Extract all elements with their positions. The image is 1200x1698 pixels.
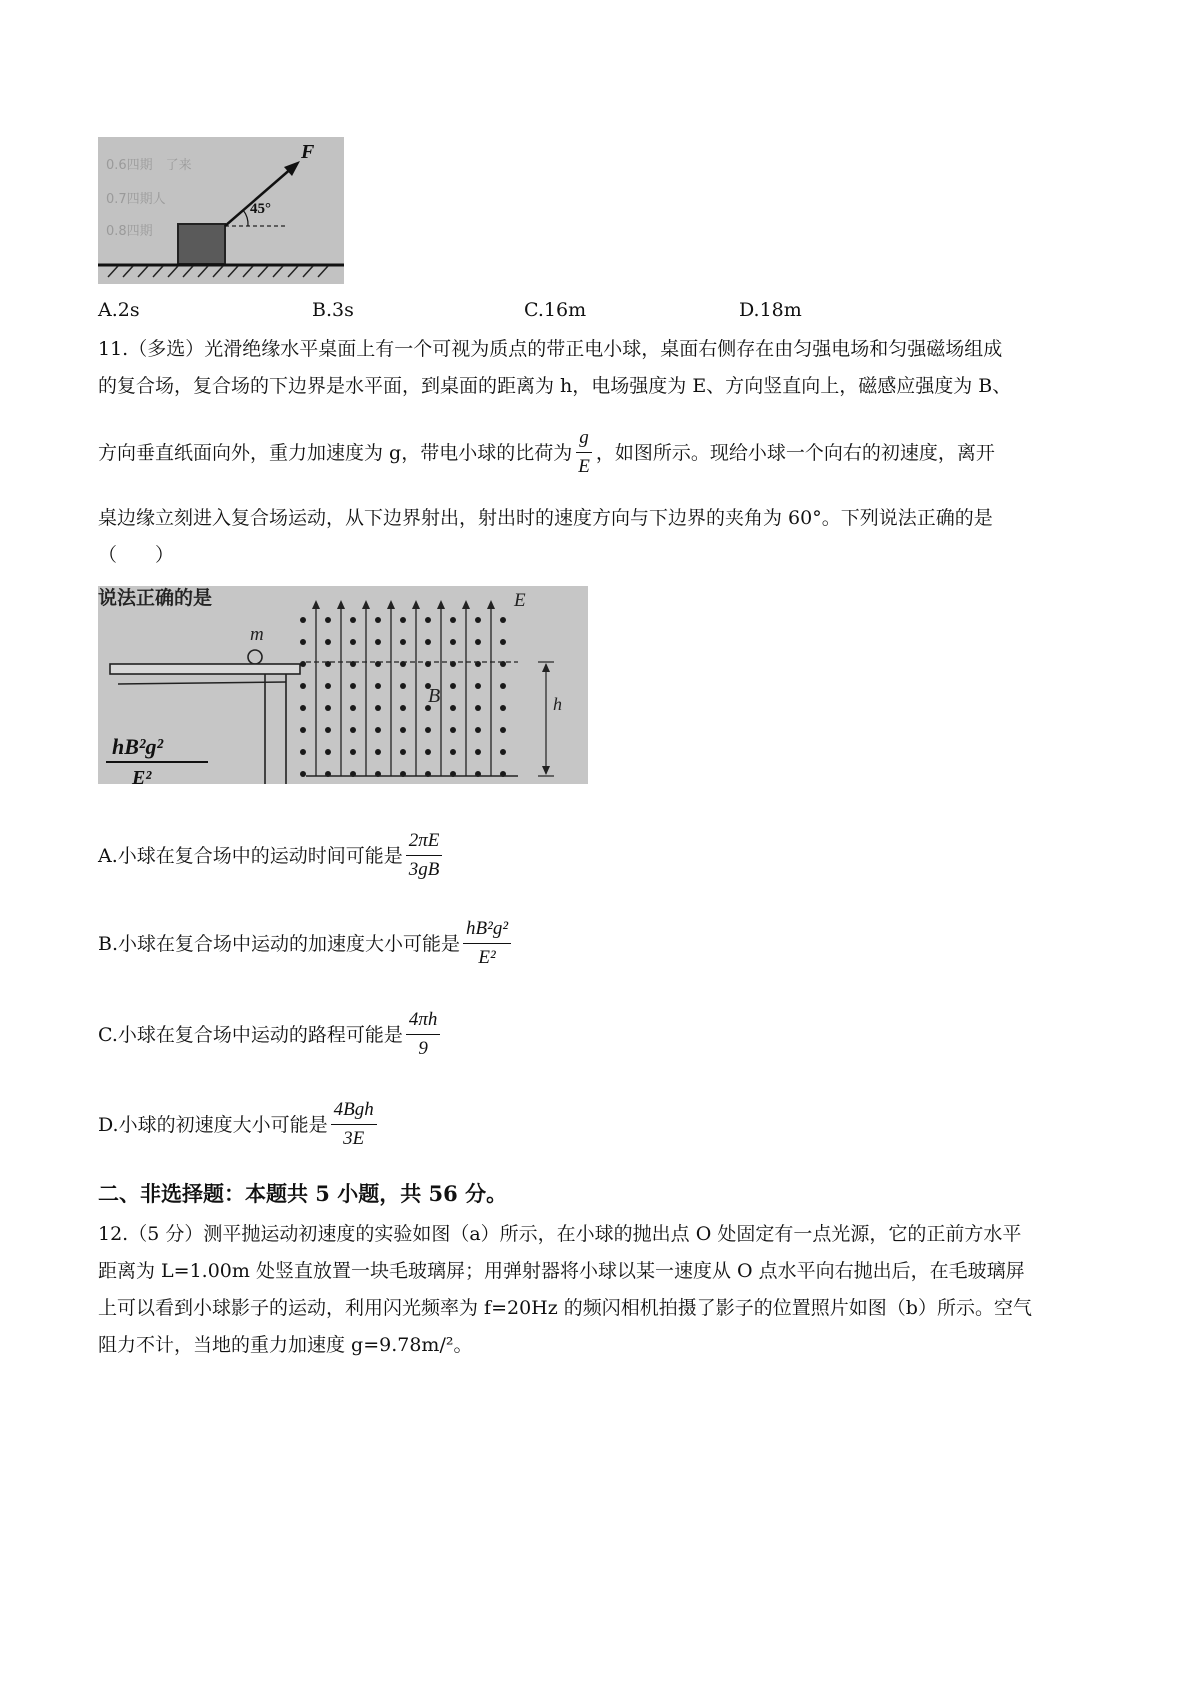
magnetic-field-dot	[300, 661, 306, 667]
svg-text:0.8四期: 0.8四期	[106, 224, 153, 239]
q11-option-c-fraction	[406, 1008, 441, 1061]
q11-option-c-text: C.小球在复合场中运动的路程可能是	[98, 1023, 403, 1046]
q11-stem-line-3a: 方向垂直纸面向外，重力加速度为 g，带电小球的比荷为	[98, 441, 573, 464]
magnetic-field-dot	[400, 727, 406, 733]
section-heading: 二、非选择题：本题共 5 小题，共 56 分。	[98, 1181, 508, 1206]
q11-option-c	[98, 1008, 443, 1061]
magnetic-field-dot	[375, 639, 381, 645]
magnetic-field-dot	[500, 639, 506, 645]
magnetic-field-dot	[400, 705, 406, 711]
q12-line-1: 12.（5 分）测平抛运动初速度的实验如图（a）所示，在小球的抛出点 O 处固定有一点光源，它的正前方水平	[98, 1223, 1022, 1245]
magnetic-field-dot	[300, 727, 306, 733]
q11-option-d-den: 3E	[343, 1128, 365, 1149]
magnetic-field-dot	[325, 727, 331, 733]
q11-option-b-num: hB²g²	[463, 917, 511, 944]
magnetic-field-dot	[500, 617, 506, 623]
magnetic-field-dot	[475, 749, 481, 755]
force-diagram-svg	[98, 137, 344, 284]
magnetic-field-dot	[375, 749, 381, 755]
magnetic-field-dot	[375, 617, 381, 623]
charge-ratio-den: E	[578, 456, 590, 477]
magnetic-field-dot	[475, 683, 481, 689]
magnetic-field-dot	[450, 749, 456, 755]
q11-option-d-num: 4Bgh	[331, 1098, 377, 1125]
q11-option-d-text: D.小球的初速度大小可能是	[98, 1113, 328, 1136]
magnetic-field-dot	[300, 617, 306, 623]
magnetic-field-dot	[400, 749, 406, 755]
q11-option-a	[98, 829, 445, 882]
q11-stem-line-3	[98, 426, 995, 479]
q11-option-a-den: 3gB	[408, 859, 440, 880]
mass-label: m	[250, 624, 264, 645]
q11-option-d	[98, 1098, 380, 1151]
q11-stem-line-1: 11.（多选）光滑绝缘水平桌面上有一个可视为质点的带正电小球，桌面右侧存在由匀强电场和匀强磁场组成	[98, 338, 1003, 360]
magnetic-field-dot	[500, 705, 506, 711]
magnetic-field-dot	[425, 617, 431, 623]
magnetic-field-dot	[400, 683, 406, 689]
magnetic-field-dot	[325, 683, 331, 689]
q11-option-a-num: 2πE	[406, 829, 443, 856]
q11-option-b-text: B.小球在复合场中运动的加速度大小可能是	[98, 932, 461, 955]
magnetic-field-dot	[500, 749, 506, 755]
q11-option-d-fraction	[331, 1098, 377, 1151]
field-b-label: B	[428, 685, 441, 707]
q11-stem-line-3b: ，如图所示。现给小球一个向右的初速度，离开	[595, 441, 995, 464]
magnetic-field-dot	[325, 705, 331, 711]
magnetic-field-dot	[475, 705, 481, 711]
magnetic-field-dot	[450, 683, 456, 689]
magnetic-field-dot	[500, 683, 506, 689]
q11-answer-blank: （ ）	[98, 544, 175, 566]
magnetic-field-dot	[425, 727, 431, 733]
magnetic-field-dot	[400, 617, 406, 623]
q11-stem-line-2: 的复合场，复合场的下边界是水平面，到桌面的距离为 h，电场强度为 E、方向竖直向上，磁感应强度为 B、	[98, 375, 1012, 397]
q10-option-a: A.2s	[98, 299, 140, 321]
magnetic-field-dot	[475, 639, 481, 645]
magnetic-field-dot	[375, 727, 381, 733]
q11-stem-line-4: 桌边缘立刻进入复合场运动，从下边界射出，射出时的速度方向与下边界的夹角为 60°。下列说法正确的是	[98, 507, 993, 529]
svg-text:0.6四期 了来: 0.6四期 了来	[106, 158, 192, 173]
q10-option-b: B.3s	[312, 299, 354, 321]
force-label: F	[301, 141, 315, 163]
magnetic-field-dot	[300, 705, 306, 711]
crop-formula-den: E²	[132, 767, 152, 784]
magnetic-field-dot	[375, 705, 381, 711]
crop-text: 说法正确的是	[98, 587, 213, 609]
magnetic-field-dot	[350, 727, 356, 733]
height-label: h	[553, 694, 562, 714]
magnetic-field-dot	[300, 683, 306, 689]
field-e-label: E	[514, 590, 526, 611]
force-diagram-figure	[98, 137, 344, 284]
q12-line-2: 距离为 L=1.00m 处竖直放置一块毛玻璃屏；用弹射器将小球以某一速度从 O 点水平向右抛出后，在毛玻璃屏	[98, 1260, 1025, 1282]
magnetic-field-dot	[425, 639, 431, 645]
magnetic-field-dot	[300, 771, 306, 777]
q11-option-b	[98, 917, 514, 970]
q10-option-c: C.16m	[524, 299, 587, 321]
svg-text:0.7四期人: 0.7四期人	[106, 192, 166, 207]
magnetic-field-dot	[400, 639, 406, 645]
charge-ratio-num: g	[576, 426, 592, 453]
magnetic-field-dot	[325, 749, 331, 755]
magnetic-field-dot	[450, 639, 456, 645]
angle-label: 45°	[250, 201, 271, 217]
charge-ratio-fraction	[575, 426, 593, 479]
q11-option-b-den: E²	[478, 947, 496, 968]
q11-option-b-fraction	[463, 917, 511, 970]
crop-formula-num: hB²g²	[112, 734, 164, 759]
q12-line-4: 阻力不计，当地的重力加速度 g=9.78m/²。	[98, 1334, 473, 1356]
magnetic-field-dot	[500, 727, 506, 733]
magnetic-field-dot	[450, 705, 456, 711]
magnetic-field-dot	[350, 749, 356, 755]
magnetic-field-dot	[425, 749, 431, 755]
magnetic-field-dot	[350, 705, 356, 711]
magnetic-field-dot	[325, 639, 331, 645]
magnetic-field-dot	[475, 727, 481, 733]
magnetic-field-dot	[350, 683, 356, 689]
magnetic-field-dot	[450, 617, 456, 623]
magnetic-field-dot	[300, 749, 306, 755]
magnetic-field-dot	[300, 639, 306, 645]
magnetic-field-dot	[450, 727, 456, 733]
q12-line-3: 上可以看到小球影子的运动，利用闪光频率为 f=20Hz 的频闪相机拍摄了影子的位置照片如图（b）所示。空气	[98, 1297, 1032, 1319]
q11-option-c-num: 4πh	[406, 1008, 441, 1035]
q11-option-a-text: A.小球在复合场中的运动时间可能是	[98, 844, 403, 867]
magnetic-field-dot	[350, 639, 356, 645]
magnetic-field-dot	[475, 617, 481, 623]
composite-field-figure	[98, 586, 588, 784]
magnetic-field-dot	[375, 683, 381, 689]
q11-option-a-fraction	[406, 829, 443, 882]
q11-option-c-den: 9	[418, 1038, 428, 1059]
magnetic-field-dot	[350, 617, 356, 623]
q10-option-d: D.18m	[739, 299, 802, 321]
composite-field-svg	[98, 586, 588, 784]
magnetic-field-dot	[325, 617, 331, 623]
